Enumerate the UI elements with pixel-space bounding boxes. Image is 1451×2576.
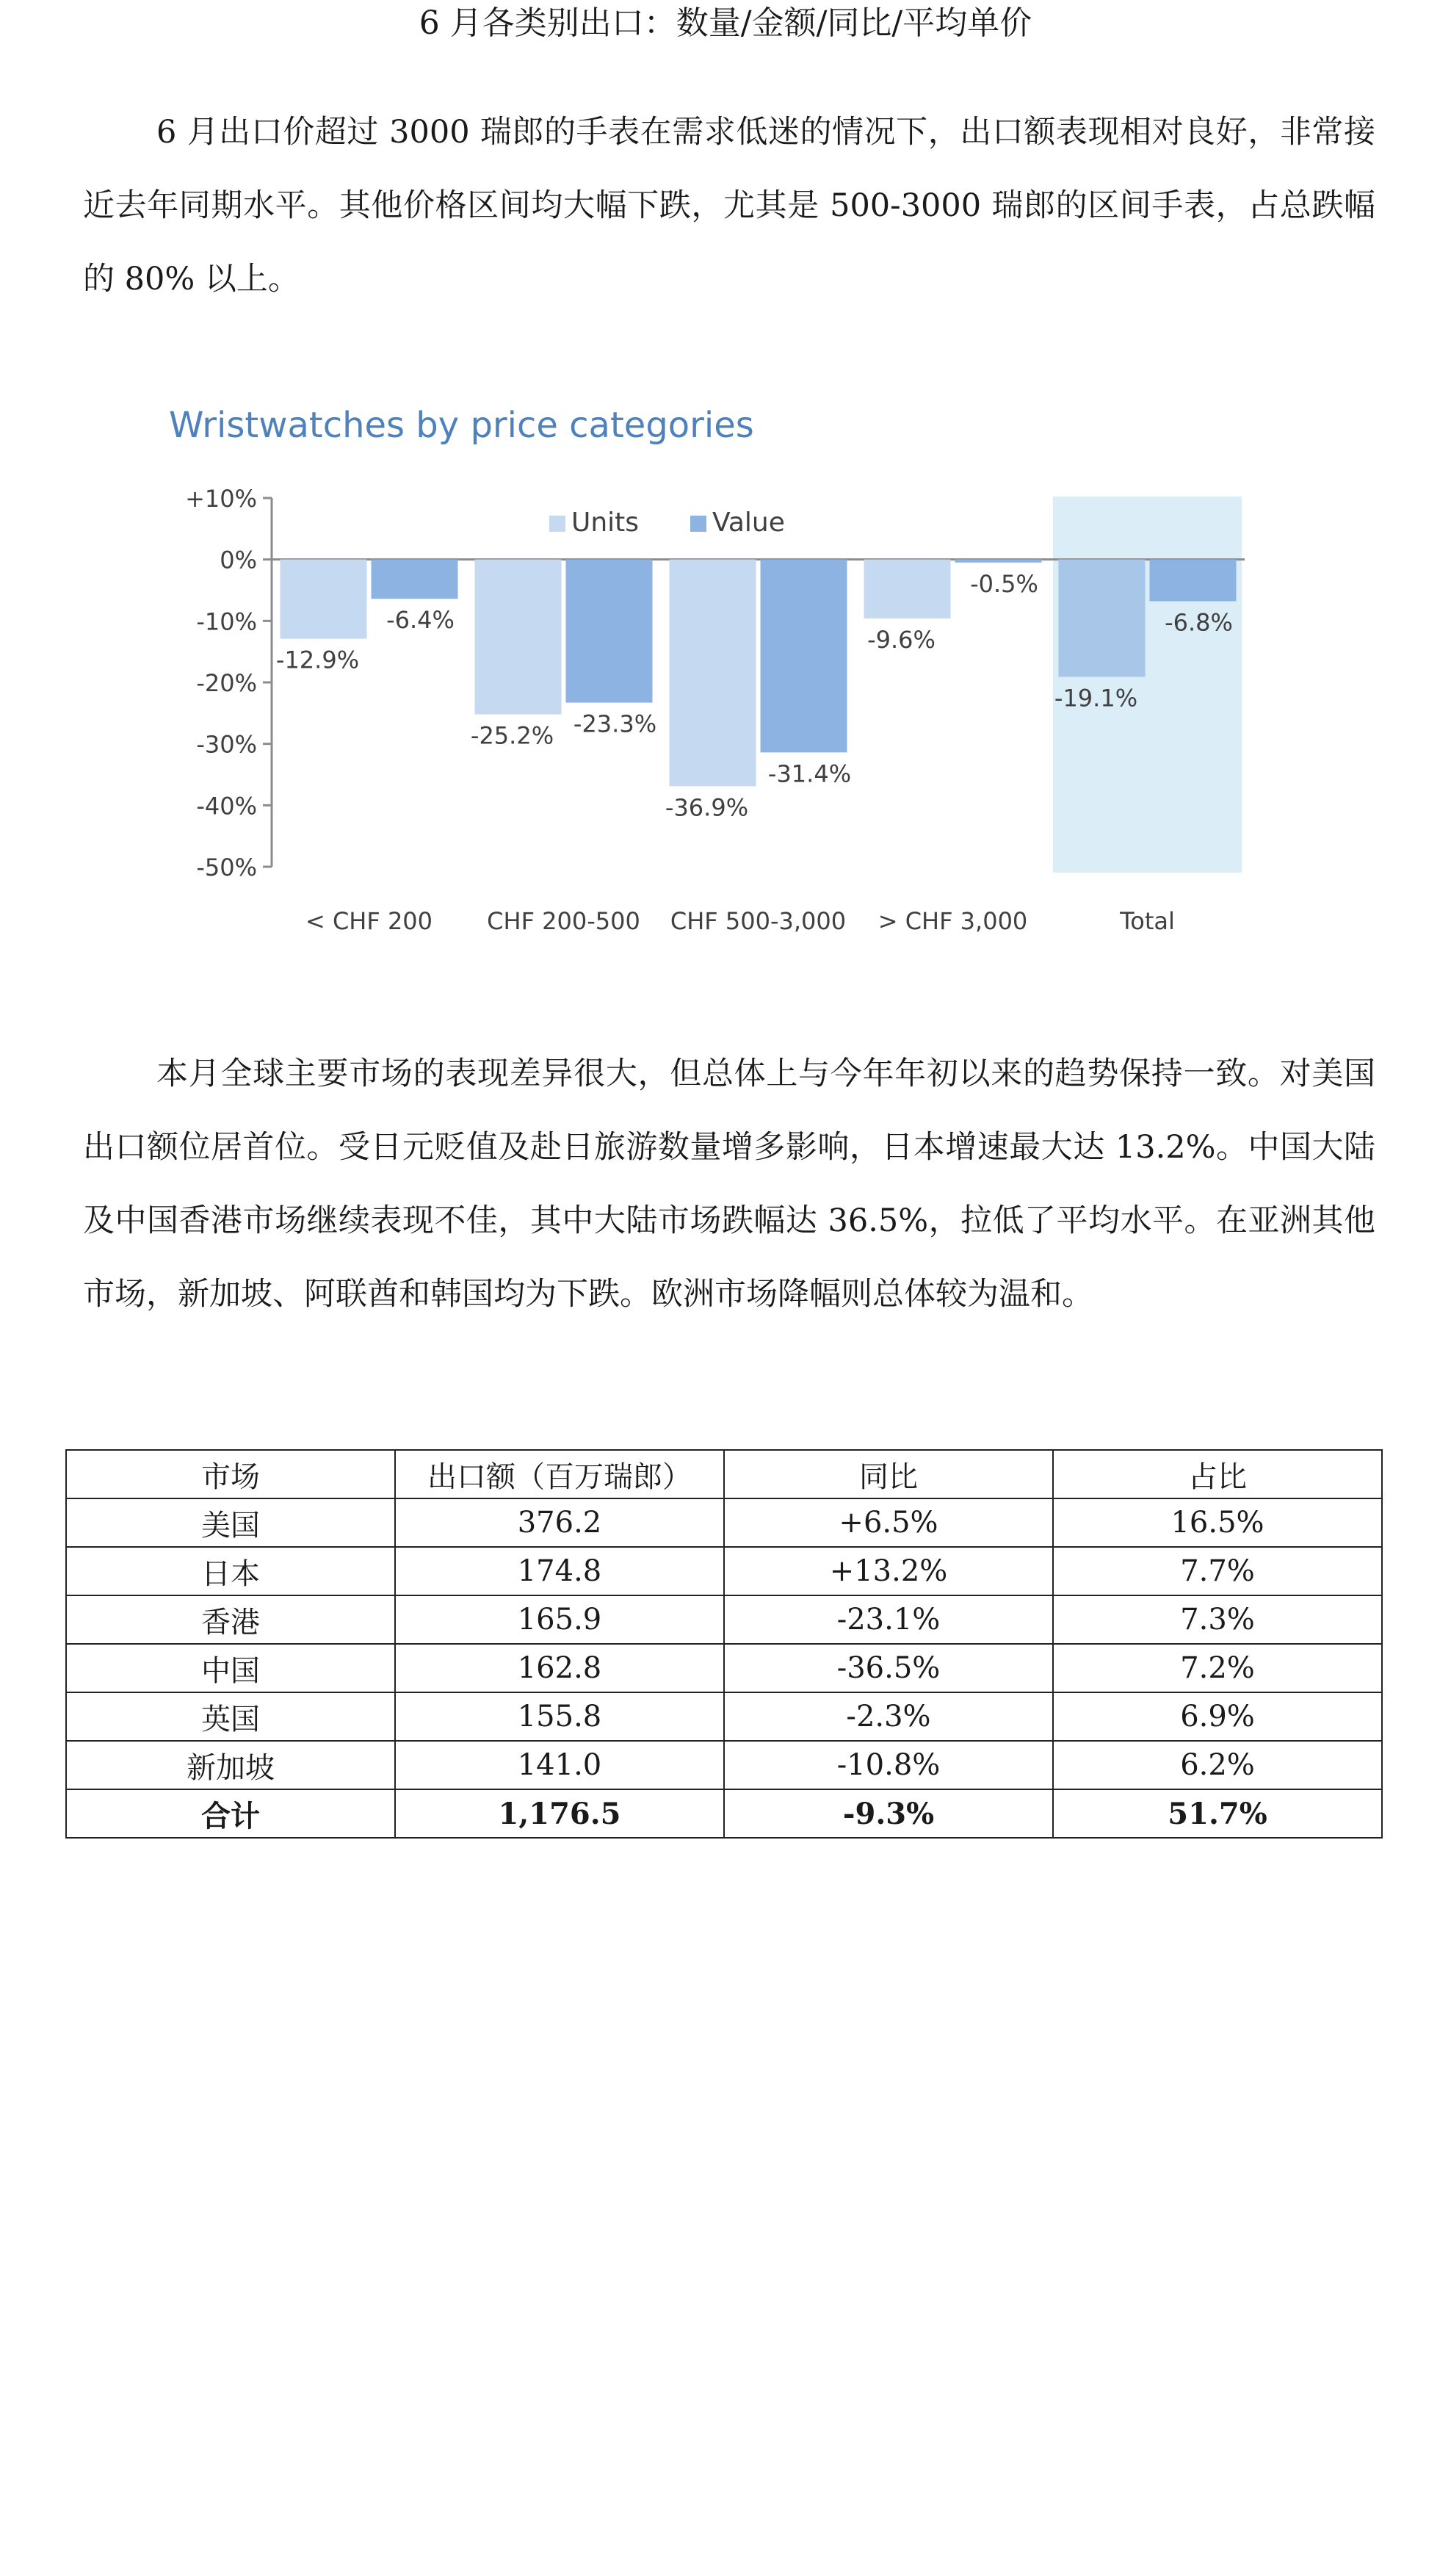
table-row [66,1644,1382,1692]
data-label-units: -36.9% [665,793,749,822]
category-label: CHF 500-3,000 [670,907,847,935]
cell-market: 新加坡 [66,1741,395,1789]
cell-yoy: +6.5% [724,1498,1053,1547]
cell-value: 165.9 [395,1595,724,1644]
bar-value [372,560,458,599]
total-value: 1,176.5 [395,1789,724,1838]
y-tick-label: 0% [220,546,257,574]
data-label-units: -12.9% [275,646,360,674]
cell-share: 7.7% [1053,1547,1382,1595]
y-tick-label: -10% [196,607,257,636]
bar-value [1150,560,1237,602]
table-header-row [66,1450,1382,1498]
header-yoy: 同比 [724,1450,1053,1498]
legend-swatch-value [690,516,706,532]
cell-yoy: -23.1% [724,1595,1053,1644]
data-label-value: -0.5% [970,569,1038,598]
data-label-units: -25.2% [470,721,554,750]
total-share: 51.7% [1053,1789,1382,1838]
data-label-value: -31.4% [767,760,852,788]
category-label: > CHF 3,000 [878,907,1028,935]
header-export-value: 出口额（百万瑞郎） [395,1450,724,1498]
bar-value [566,560,653,703]
category-label: < CHF 200 [305,907,433,935]
y-tick-label: -50% [196,854,257,881]
data-label-value: -6.4% [386,606,455,635]
y-tick-label: +10% [185,485,257,513]
header-share: 占比 [1053,1450,1382,1498]
cell-share: 6.9% [1053,1692,1382,1741]
bar-units [670,560,756,787]
price-category-chart [154,400,1292,959]
y-tick-label: -30% [196,730,257,759]
table-row [66,1547,1382,1595]
data-label-value: -23.3% [573,710,657,738]
legend [549,508,785,538]
data-label-value: -6.8% [1165,608,1233,637]
y-tick-label: -40% [196,792,257,820]
bar-value [761,560,847,753]
cell-market: 英国 [66,1692,395,1741]
bar-units [475,560,562,715]
cell-market: 日本 [66,1547,395,1595]
bar-units [864,560,951,618]
legend-label-units: Units [571,508,640,538]
cell-share: 7.2% [1053,1644,1382,1692]
category-label: Total [1120,907,1175,935]
cell-value: 162.8 [395,1644,724,1692]
bar-units [1059,560,1146,677]
chart-title: Wristwatches by price categories [169,405,754,446]
category-label: CHF 200-500 [487,907,640,935]
cell-value: 155.8 [395,1692,724,1741]
cell-market: 美国 [66,1498,395,1547]
total-yoy: -9.3% [724,1789,1053,1838]
intro-paragraph: 6 月出口价超过 3000 瑞郎的手表在需求低迷的情况下，出口额表现相对良好，非常接近去年同期水平。其他价格区间均大幅下跌，尤其是 500-3000 瑞郎的区间手表，占总跌幅的 80% 以上。 [83,114,1375,297]
category-labels [305,907,1175,935]
section-heading: 6 月各类别出口：数量/金额/同比/平均单价 [419,4,1032,42]
cell-share: 6.2% [1053,1741,1382,1789]
data-label-units: -9.6% [867,625,936,654]
bar-value [955,560,1042,563]
legend-swatch-units [549,516,565,532]
cell-yoy: +13.2% [724,1547,1053,1595]
cell-share: 16.5% [1053,1498,1382,1547]
total-label: 合计 [66,1789,395,1838]
data-label-units: -19.1% [1054,684,1138,712]
table-row [66,1741,1382,1789]
market-paragraph: 本月全球主要市场的表现差异很大，但总体上与今年年初以来的趋势保持一致。对美国出口额位居首位。受日元贬值及赴日旅游数量增多影响，日本增速最大达 13.2%。中国大陆及中国香港市场继续表现不佳，其中大陆市场跌幅达 36.5%，拉低了平均水平。在亚洲其他市场，新加坡、阿联酋和韩国均为下跌。欧洲市场降幅则总体较为温和。 [83,1056,1375,1313]
market-table [65,1449,1383,1839]
cell-value: 376.2 [395,1498,724,1547]
y-tick-label: -20% [196,669,257,697]
cell-yoy: -36.5% [724,1644,1053,1692]
bar-units [281,560,367,639]
cell-market: 香港 [66,1595,395,1644]
cell-yoy: -2.3% [724,1692,1053,1741]
header-market: 市场 [66,1450,395,1498]
cell-yoy: -10.8% [724,1741,1053,1789]
cell-value: 141.0 [395,1741,724,1789]
table-row [66,1498,1382,1547]
table-row [66,1595,1382,1644]
table-total-row [66,1789,1382,1838]
table-row [66,1692,1382,1741]
cell-market: 中国 [66,1644,395,1692]
cell-value: 174.8 [395,1547,724,1595]
cell-share: 7.3% [1053,1595,1382,1644]
legend-label-value: Value [712,508,785,538]
